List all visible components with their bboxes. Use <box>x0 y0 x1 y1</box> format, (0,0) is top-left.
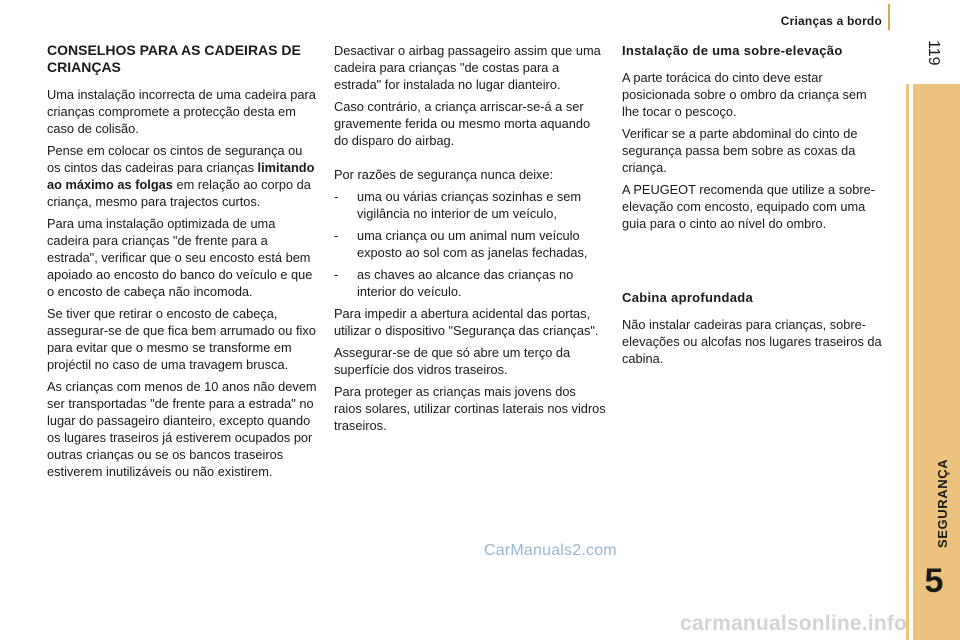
paragraph: Assegurar-se de que só abre um terço da superfície dos vidros traseiros. <box>334 345 571 377</box>
chapter-tab-label: SEGURANÇA <box>935 458 950 548</box>
paragraph: A parte torácica do cinto deve estar posicionada sobre o ombro da criança sem lhe tocar o pescoço. <box>622 70 867 119</box>
paragraph: A PEUGEOT recomenda que utilize a sobre-elevação com encosto, equipado com uma guia para o cinto ao nível do ombro. <box>622 182 875 231</box>
paragraph: Uma instalação incorrecta de uma cadeira para crianças compromete a protecção desta em caso de colisão. <box>47 87 316 136</box>
safety-list <box>334 188 606 300</box>
section-title: Crianças a bordo <box>780 14 882 28</box>
watermark-carmanuals: CarManuals2.com <box>484 542 617 559</box>
list-item: - uma ou várias crianças sozinhas e sem vigilância no interior de um veículo, <box>334 189 582 221</box>
header-divider <box>888 4 890 30</box>
paragraph: Para proteger as crianças mais jovens dos raios solares, utilizar cortinas laterais nos vidros traseiros. <box>334 384 606 433</box>
list-item: - as chaves ao alcance das crianças no interior do veículo. <box>334 267 574 299</box>
list-item: - uma criança ou um animal num veículo exposto ao sol com as janelas fechadas, <box>334 228 588 260</box>
paragraph: Para impedir a abertura acidental das portas, utilizar o dispositivo "Segurança das crianças". <box>334 306 599 338</box>
chapter-number: 5 <box>924 562 944 600</box>
column-booster-seat <box>622 42 886 372</box>
paragraph: Não instalar cadeiras para crianças, sobre-elevações ou alcofas nos lugares traseiros da cabina. <box>622 317 882 366</box>
page-number: 119 <box>925 40 942 66</box>
watermark-carmanualsonline: carmanualsonline.info <box>680 612 908 635</box>
paragraph: Para uma instalação optimizada de uma cadeira para crianças "de frente para a estrada", verificar que o seu encosto está bem apoiado ao encosto do banco do veículo e que o encosto de cabeça não incomoda. <box>47 216 313 299</box>
paragraph: Desactivar o airbag passageiro assim que uma cadeira para crianças "de costas para a estrada" for instalada no lugar dianteiro. <box>334 43 601 92</box>
paragraph: Se tiver que retirar o encosto de cabeça, assegurar-se de que fica bem arrumado ou fixo para evitar que o mesmo se transforme em projéctil no caso de uma travagem brusca. <box>47 306 316 372</box>
page-heading: CONSELHOS PARA AS CADEIRAS DE CRIANÇAS <box>47 42 301 75</box>
paragraph: Caso contrário, a criança arriscar-se-á a ser gravemente ferida ou mesmo morta aquando do disparo do airbag. <box>334 99 591 148</box>
column-child-seat-advice <box>47 42 317 485</box>
paragraph: Pense em colocar os cintos de segurança ou os cintos das cadeiras para crianças limitando ao máximo as folgas em relação ao corpo da criança, mesmo para trajectos curtos. <box>47 143 315 209</box>
section-heading-cabin: Cabina aprofundada <box>622 290 754 305</box>
section-heading-booster: Instalação de uma sobre-elevação <box>622 43 843 58</box>
chapter-tab-divider <box>909 84 913 640</box>
emphasis-text: limitando ao máximo as folgas <box>47 160 315 192</box>
paragraph: Por razões de segurança nunca deixe: <box>334 167 554 182</box>
chapter-tab <box>906 84 960 640</box>
column-airbag-safety <box>334 42 606 439</box>
paragraph: As crianças com menos de 10 anos não devem ser transportadas "de frente para a estrada" no lugar do passageiro dianteiro, excepto quando os lugares traseiros já estiverem ocupados por outras crianças ou se os bancos traseiros estiverem inutilizáveis ou não existirem. <box>47 379 317 479</box>
paragraph: Verificar se a parte abdominal do cinto de segurança passa bem sobre as coxas da criança. <box>622 126 858 175</box>
